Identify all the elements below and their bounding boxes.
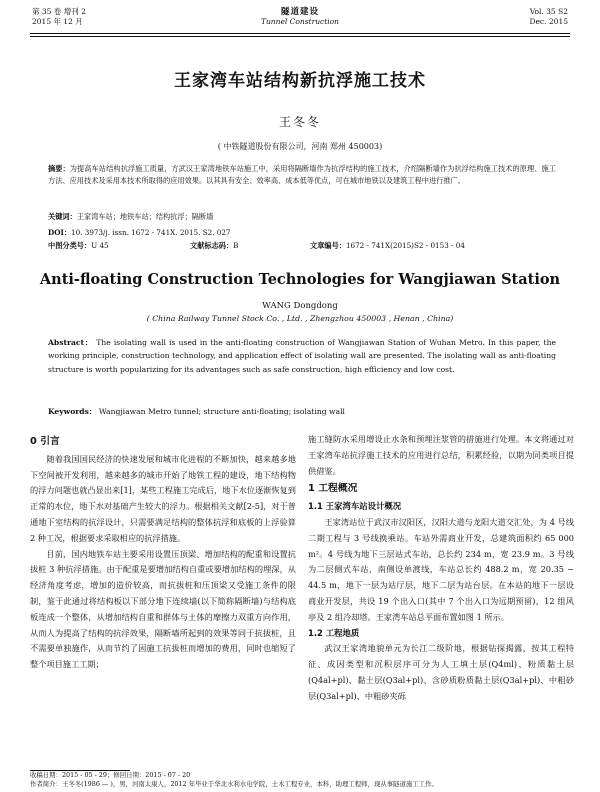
section-1-2-heading: 1.2 工程地质 — [308, 627, 360, 638]
author-cn: 王冬冬 — [278, 115, 321, 129]
affiliation-cn: ( 中铁隧道股份有限公司，河南 郑州 450003) — [217, 142, 383, 151]
section-1-heading: 1 工程概况 — [308, 483, 358, 495]
article-label: 文章编号： — [310, 241, 346, 250]
journal-name-en: Tunnel Construction — [260, 17, 340, 26]
header-rule — [30, 33, 570, 34]
keywords-cn-text: 王家湾车站；地铁车站；结构抗浮；隔断墙 — [76, 212, 214, 221]
clc-code — [48, 241, 109, 251]
section-0-heading: 0 引言 — [30, 436, 60, 447]
abstract-cn — [48, 163, 556, 188]
section-0-paragraph-1: 随着我国国民经济的快速发展和城市化进程的不断加快，越来越多地下空间被开发利用，越来越多的城市开始了地铁工程的建设，地下结构物的浮力问题也就凸显出来[1]，某些工程施工完成后，地下水位逐渐恢复到正常的水位，地下水对基础产生较大的浮力。根据相关文献[2-5]，对于普通地下室结构的抗浮设计，只需要满足结构的整体抗浮和底板的上浮验算 2 种工况，根据要求采取相应的抗浮措施。 — [30, 453, 296, 543]
article-number — [310, 241, 465, 251]
section-1-2-paragraph: 武汉王家湾地貌单元为长江二级阶地，根据钻探揭露，按其工程特征、成因类型和沉积层序可分为人工填土层(Q4ml)、粉质黏土层(Q4al+pl)、黏土层(Q3al+pl)、含砂质粉质黏土层(Q3al+pl)、中粗砂层(Q3al+pl)、中粗砂夹砾 — [308, 643, 574, 701]
section-1-1-paragraph: 王家湾站位于武汉市汉阳区，汉阳大道与龙阳大道交汇处，为 4 号线二期工程与 3 号线换乘站。车站外需商业开发，总建筑面积约 65 000 m²。4 号线为地下三层站式车站，总长约 234 m，宽 23.9 m。3 号线为二层侧式车站，南侧设单渡线，车站总长约 488.2 m，宽 20.35 ~ 44.5 m，地下一层为站厅层，地下二层为站台层。在本站的地下一层设商业开发层，共设 19 个出入口(其中 7 个出入口为远期预留)，12 组风亭及 2 组冷却塔。王家湾车站总平面布置如图 1 所示。 — [308, 516, 574, 622]
header-journal — [0, 7, 600, 27]
section-1-1-heading: 1.1 王家湾车站设计概况 — [308, 501, 402, 512]
footnote — [30, 771, 590, 789]
header-volume-en — [529, 7, 568, 27]
abstract-cn-text: 为提高车站结构抗浮施工质量，方武汉王家湾地铁车站施工中，采用将隔断墙作为抗浮结构的施工技术，介绍隔断墙作为抗浮结构施工技术的原理、施工方法、应用技术及采用本技术所取得的应用效果。以其具有安全、效率高、成本低等优点，可在城市地铁以及建筑工程中进行推广。 — [48, 164, 556, 186]
body-column-left — [30, 432, 296, 673]
header-date-cn: 2015 年 12 月 — [32, 17, 83, 26]
abstract-en-text: The isolating wall is used in the anti-floating construction of Wangjiawan Station of Wuhan Metro. In this paper, the working principle, construction technology, and application effect of isolating wall are presented. The isolating wall as anti-floating structure is worth popularizing for its advantages such as safe construction, high efficiency and low cost. — [48, 338, 556, 374]
journal-name-cn: 隧道建设 — [280, 7, 319, 17]
doi-label: DOI： — [48, 228, 72, 237]
doc-code — [190, 241, 238, 251]
abstract-en-label: Abstract： — [48, 338, 94, 347]
doc-code-label: 文献标志码： — [190, 241, 234, 250]
doc-code-value: B — [233, 241, 239, 250]
keywords-cn — [48, 212, 556, 222]
keywords-en-text: Wangjiawan Metro tunnel; structure anti-floating; isolating wall — [98, 407, 345, 416]
clc-label: 中图分类号： — [48, 241, 92, 250]
affiliation-en: ( China Railway Tunnel Stock Co. , Ltd. , Zhengzhou 450003 , Henan , China) — [146, 314, 454, 323]
keywords-en — [48, 406, 556, 417]
section-0-paragraph-2: 目前，国内地铁车站主要采用设置压顶梁、增加结构的配重和设置抗拔桩 3 种抗浮措施。由于配重是要增加结构自重或要增加结构的埋深，从经济角度考虑，增加的造价较高，而抗拔桩和压顶梁又受施工条件的限制，鉴于此通过将结构板以下部分地下连续墙(以下简称隔断墙)与结构底板连成一个整体，从增加结构自重和群体与土体的摩擦力双重方向作用，从而人为提高了结构的抗浮效果，隔断墙所起到的效果等同于抗拔桩，且不需要单独施作，从而节约了因施工抗拔桩而增加的费用，同时也缩短了整个项目施工工期； — [30, 548, 296, 670]
header-rule-thin — [30, 36, 570, 37]
article-value: 1672 - 741X(2015)S2 - 0153 - 04 — [345, 241, 465, 250]
footnote-author: 作者简介：王冬冬(1986 — )，男，河南太康人，2012 年毕业于华北水利水电学院，土木工程专业，本科，助理工程师，现从事隧道施工工作。 — [30, 780, 438, 788]
header-date-en: Dec. 2015 — [529, 17, 568, 26]
doi-value: 10. 3973/j. issn. 1672 - 741X. 2015. S2. 027 — [71, 228, 231, 237]
title-cn: 王家湾车站结构新抗浮施工技术 — [174, 71, 426, 91]
continued-paragraph: 施工缝防水采用增设止水条和预埋注浆管的措施进行处理。本文将通过对王家湾车站抗浮施工技术的应用进行总结，积累经验，以期为同类项目提供借鉴。 — [308, 434, 574, 476]
keywords-cn-label: 关键词： — [48, 212, 77, 221]
footnote-received: 收稿日期：2015 - 05 - 29；修回日期：2015 - 07 - 20 — [30, 771, 191, 779]
header-volume: 第 35 卷 增刊 2 — [32, 7, 86, 16]
keywords-en-label: Keywords： — [48, 407, 97, 416]
abstract-cn-label: 摘要： — [48, 164, 70, 173]
header-vol-en: Vol. 35 S2 — [529, 7, 568, 16]
body-column-right — [308, 432, 574, 705]
doi — [48, 228, 231, 238]
title-en: Anti-floating Construction Technologies for Wangjiawan Station — [39, 271, 561, 288]
clc-value: U 45 — [91, 241, 109, 250]
abstract-en — [48, 336, 556, 376]
author-en: WANG Dongdong — [262, 301, 338, 311]
